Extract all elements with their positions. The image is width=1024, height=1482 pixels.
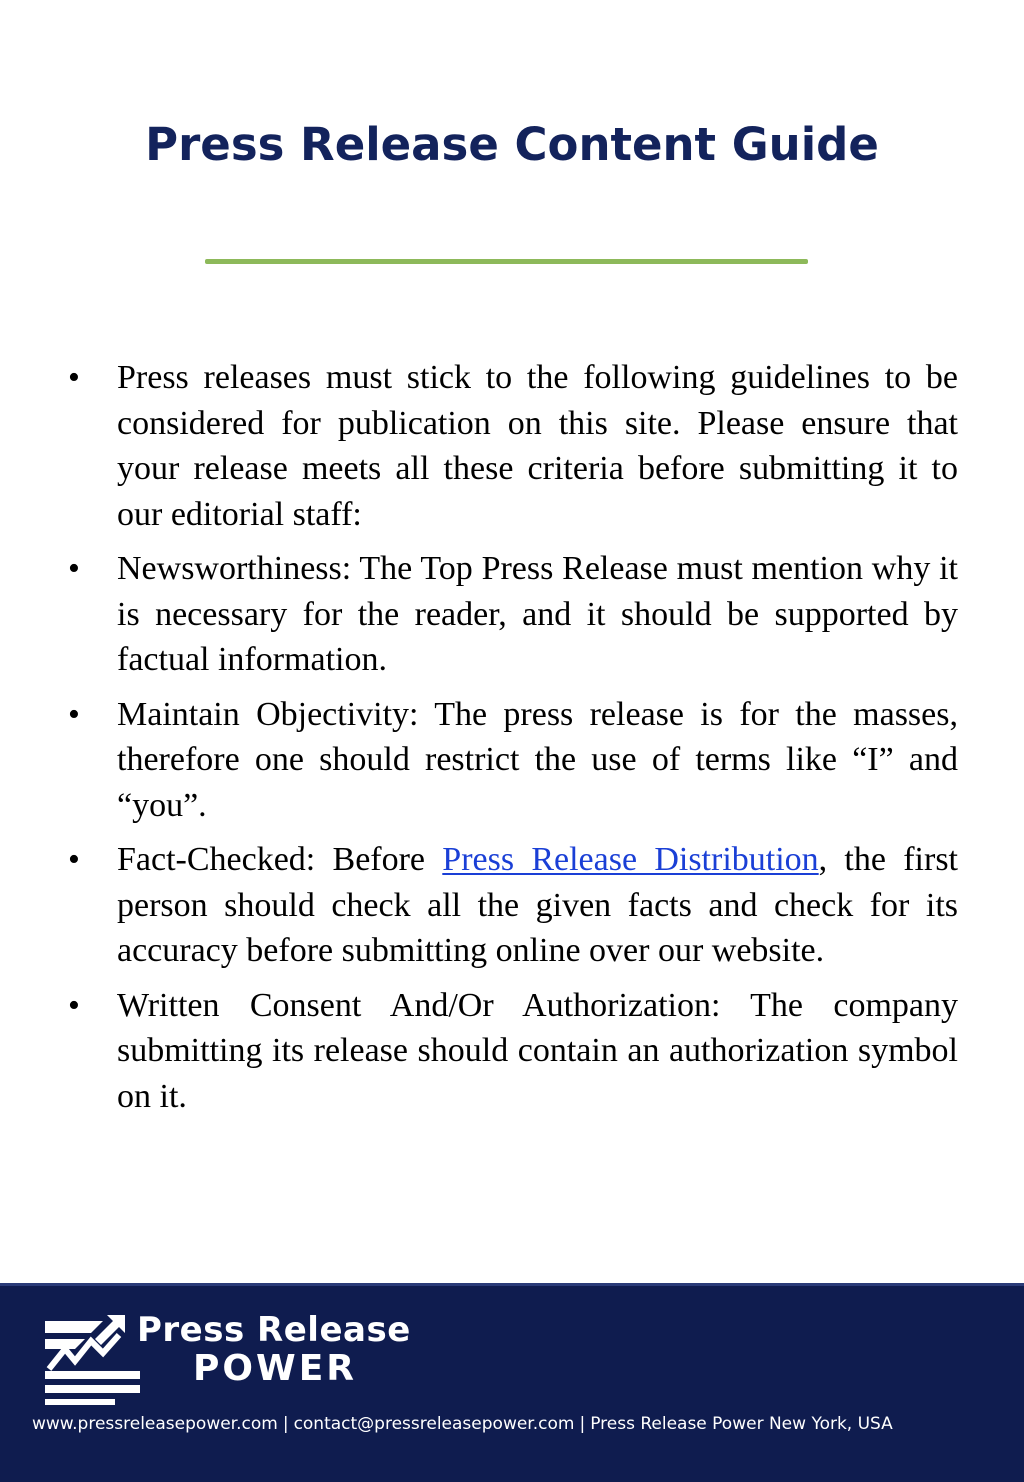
guideline-item-newsworthiness [68, 546, 958, 683]
guideline-item-intro [68, 355, 958, 537]
bullet-icon: • [68, 550, 80, 587]
footer-bar [0, 1283, 1024, 1482]
email-link[interactable]: contact@pressreleasepower.com [293, 1414, 575, 1434]
chart-arrow-logo-icon [45, 1313, 140, 1405]
footer-separator: | [579, 1414, 586, 1434]
press-release-power-logo [45, 1310, 445, 1408]
press-release-distribution-link[interactable]: Press Release Distribution [442, 841, 819, 878]
footer-contact-line [32, 1412, 1002, 1436]
guideline-text: Maintain Objectivity: The press release is for the masses, therefore one should restrict the use of terms like “I” and “you”. [117, 695, 958, 824]
title-underline-divider [205, 259, 808, 264]
guideline-text: Written Consent And/Or Authorization: The company submitting its release should contain an authorization symbol on it. [117, 986, 958, 1115]
guideline-item-objectivity [68, 692, 958, 829]
guideline-list [0, 355, 1024, 1119]
guideline-text-after-link: , the first person should check all the given facts and check for its accuracy before submitting online over our website. [117, 841, 959, 969]
footer-location: Press Release Power New York, USA [590, 1414, 893, 1434]
bullet-icon: • [68, 359, 80, 396]
footer-separator: | [282, 1414, 289, 1434]
guideline-item-written-consent [68, 983, 958, 1120]
guideline-text-before-link: Fact-Checked: Before [117, 841, 443, 878]
bullet-icon: • [68, 695, 80, 733]
bullet-icon: • [68, 841, 80, 878]
website-link[interactable]: www.pressreleasepower.com [32, 1414, 278, 1434]
guideline-item-fact-checked [68, 837, 959, 974]
logo-wordmark-press-release: Press Release [137, 1310, 411, 1350]
guideline-text: Newsworthiness: The Top Press Release must mention why it is necessary for the reader, and it should be supported by factual information. [117, 550, 958, 678]
logo-wordmark-power: POWER [193, 1348, 358, 1389]
guideline-text: Press releases must stick to the following guidelines to be considered for publication on this site. Please ensure that your release meets all these criteria before submitting it to our editorial staff: [117, 359, 958, 533]
bullet-icon: • [68, 986, 80, 1024]
page-title: Press Release Content Guide [145, 118, 879, 171]
